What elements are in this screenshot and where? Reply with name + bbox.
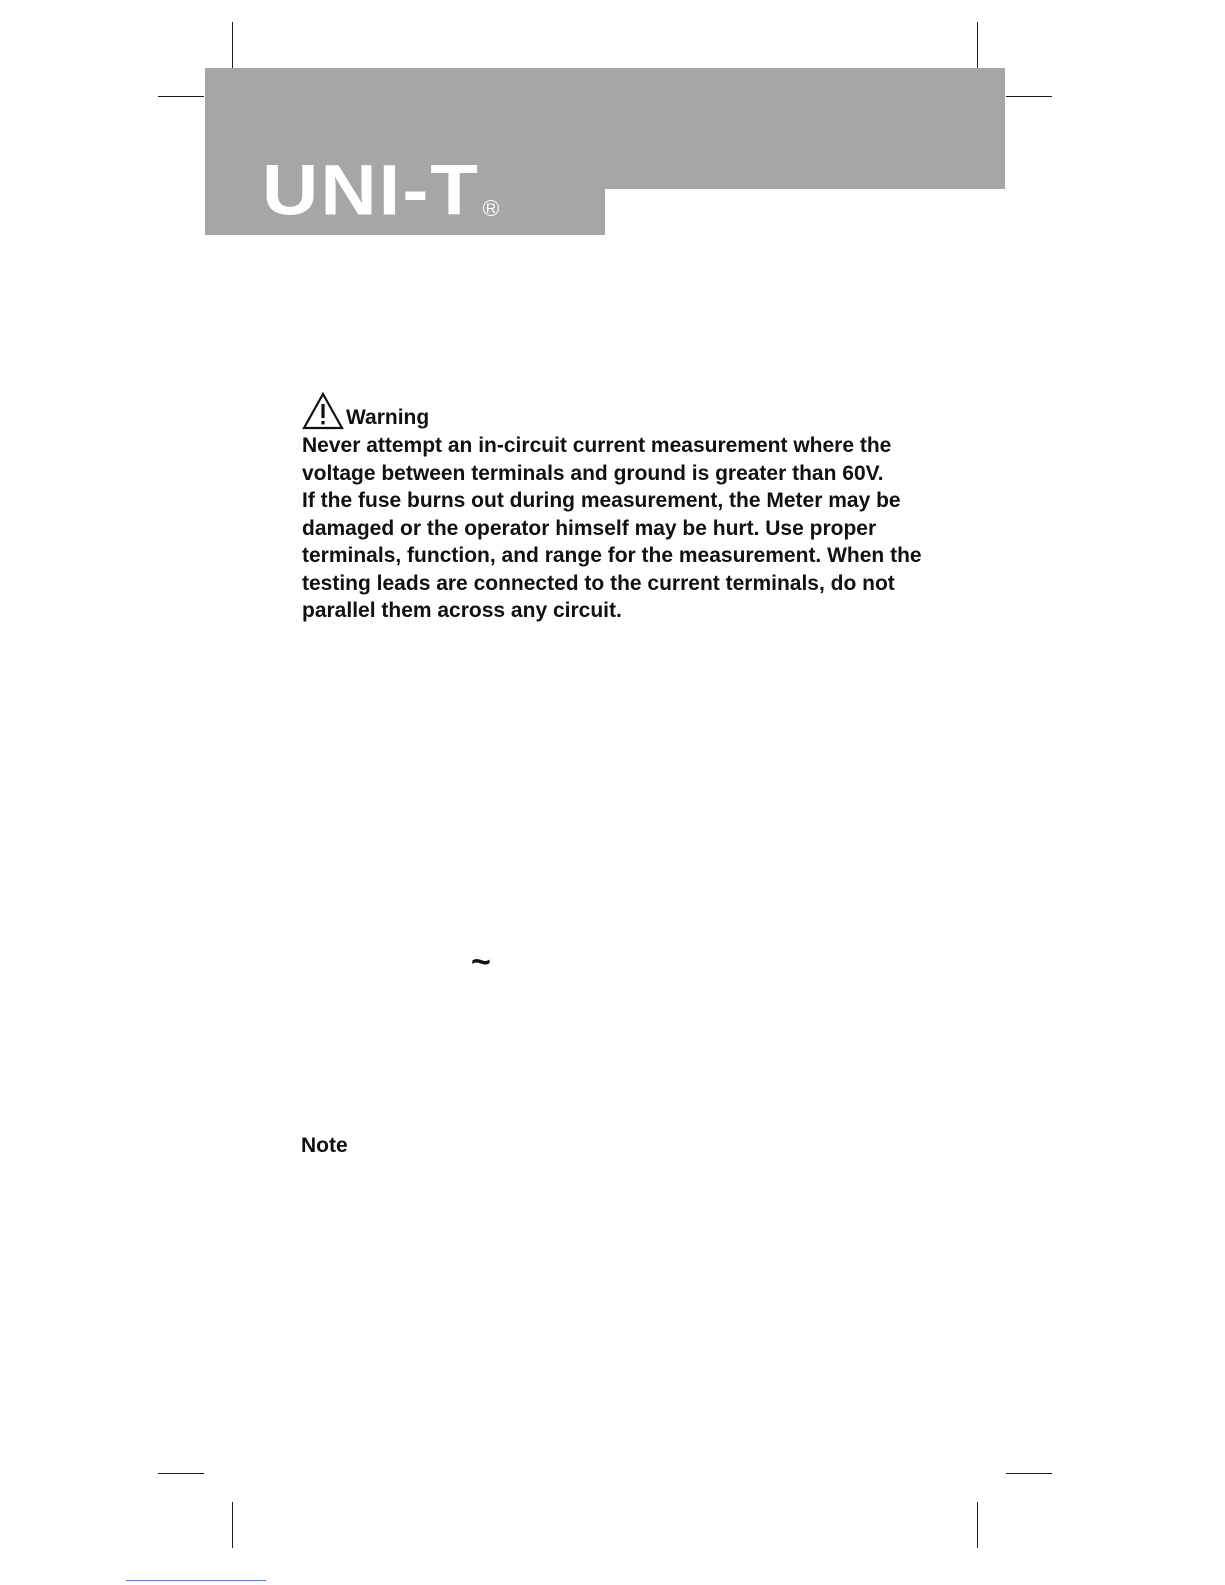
registered-mark-icon: R <box>483 200 499 216</box>
warning-heading <box>302 388 922 430</box>
warning-block <box>302 388 922 625</box>
note-label: Note <box>301 1134 348 1157</box>
crop-mark-top-right-horizontal <box>1006 96 1052 97</box>
brand-logo-text: UNI-T <box>262 149 480 231</box>
ac-tilde-symbol: ~ <box>471 943 491 981</box>
warning-body <box>302 432 922 625</box>
brand-logo <box>262 149 499 231</box>
crop-mark-top-right-vertical <box>977 22 978 68</box>
crop-mark-bottom-right-horizontal <box>1006 1473 1052 1474</box>
warning-title: Warning <box>346 406 430 429</box>
crop-mark-bottom-left-horizontal <box>158 1473 204 1474</box>
bottom-underline-divider <box>126 1580 266 1581</box>
warning-triangle-icon <box>302 392 344 430</box>
warning-paragraph-1: Never attempt an in-circuit current measurement where the voltage between terminals and ground is greater than 60V. <box>302 434 892 485</box>
crop-mark-top-left-horizontal <box>158 96 204 97</box>
crop-mark-top-left-vertical <box>232 22 233 68</box>
warning-paragraph-2: If the fuse burns out during measurement, the Meter may be damaged or the operator himself may be hurt. Use proper terminals, function, and range for the measurement. When the testing leads are connected to the current terminals, do not parallel them across any circuit. <box>302 489 922 622</box>
crop-mark-bottom-left-vertical <box>232 1502 233 1548</box>
crop-mark-bottom-right-vertical <box>977 1502 978 1548</box>
